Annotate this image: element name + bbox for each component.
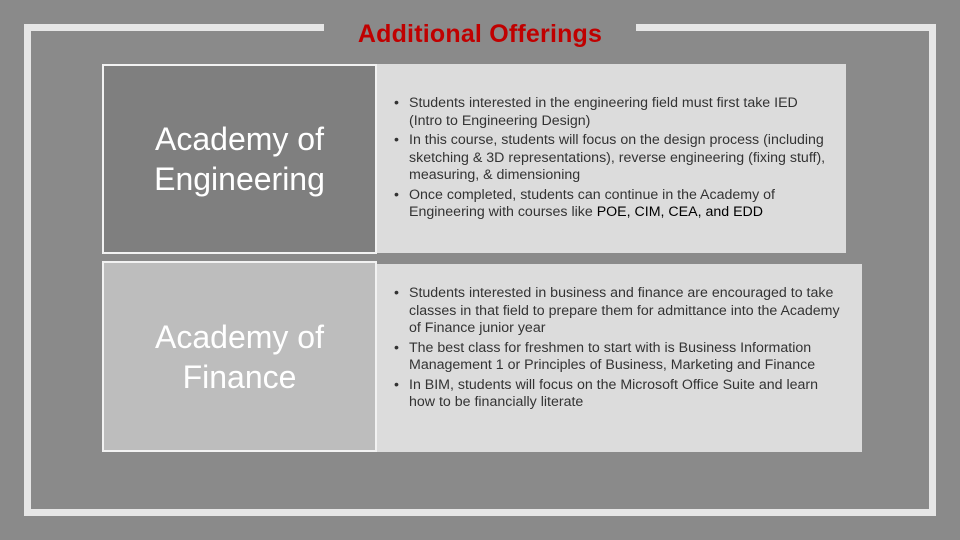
list-item bbox=[391, 132, 828, 185]
bullet-text: Students interested in the engineering field must first take IED (Intro to Engineering Design) bbox=[409, 95, 798, 129]
engineering-bullet-list bbox=[391, 95, 828, 222]
list-item bbox=[391, 187, 828, 222]
bullet-text: In this course, students will focus on the design process (including sketching & 3D representations), reverse engineering (fixing stuff), measuring, & dimensioning bbox=[409, 132, 826, 183]
bullet-text: Once completed, students can continue in the Academy of Engineering with courses like bbox=[409, 186, 775, 220]
bullet-icon: • bbox=[394, 376, 399, 393]
list-item bbox=[391, 95, 828, 130]
list-item bbox=[391, 340, 844, 375]
bullet-icon: • bbox=[394, 339, 399, 356]
bullet-icon: • bbox=[394, 186, 399, 203]
finance-content-box bbox=[377, 264, 862, 452]
course-list-highlight: POE, CIM, CEA, and EDD bbox=[596, 204, 764, 220]
bullet-text: Students interested in business and finance are encouraged to take classes in that field to prepare them for admittance into the Academy of Finance junior year bbox=[409, 285, 840, 336]
slide-title: Additional Offerings bbox=[357, 19, 603, 48]
engineering-label: Academy of Engineering bbox=[154, 121, 325, 197]
bullet-text: The best class for freshmen to start with is Business Information Management 1 or Principles of Business, Marketing and Finance bbox=[409, 339, 816, 373]
bullet-icon: • bbox=[394, 285, 399, 301]
list-item bbox=[391, 377, 844, 412]
finance-bullet-list bbox=[391, 285, 844, 412]
engineering-label-box bbox=[102, 64, 377, 254]
bullet-text: In BIM, students will focus on the Microsoft Office Suite and learn how to be financially literate bbox=[409, 376, 819, 410]
bullet-icon: • bbox=[394, 132, 399, 148]
finance-label-box bbox=[102, 261, 377, 452]
bullet-icon: • bbox=[394, 95, 399, 111]
list-item bbox=[391, 285, 844, 338]
title-bar bbox=[324, 14, 636, 54]
engineering-content-box bbox=[377, 64, 846, 253]
finance-label: Academy of Finance bbox=[155, 318, 324, 395]
